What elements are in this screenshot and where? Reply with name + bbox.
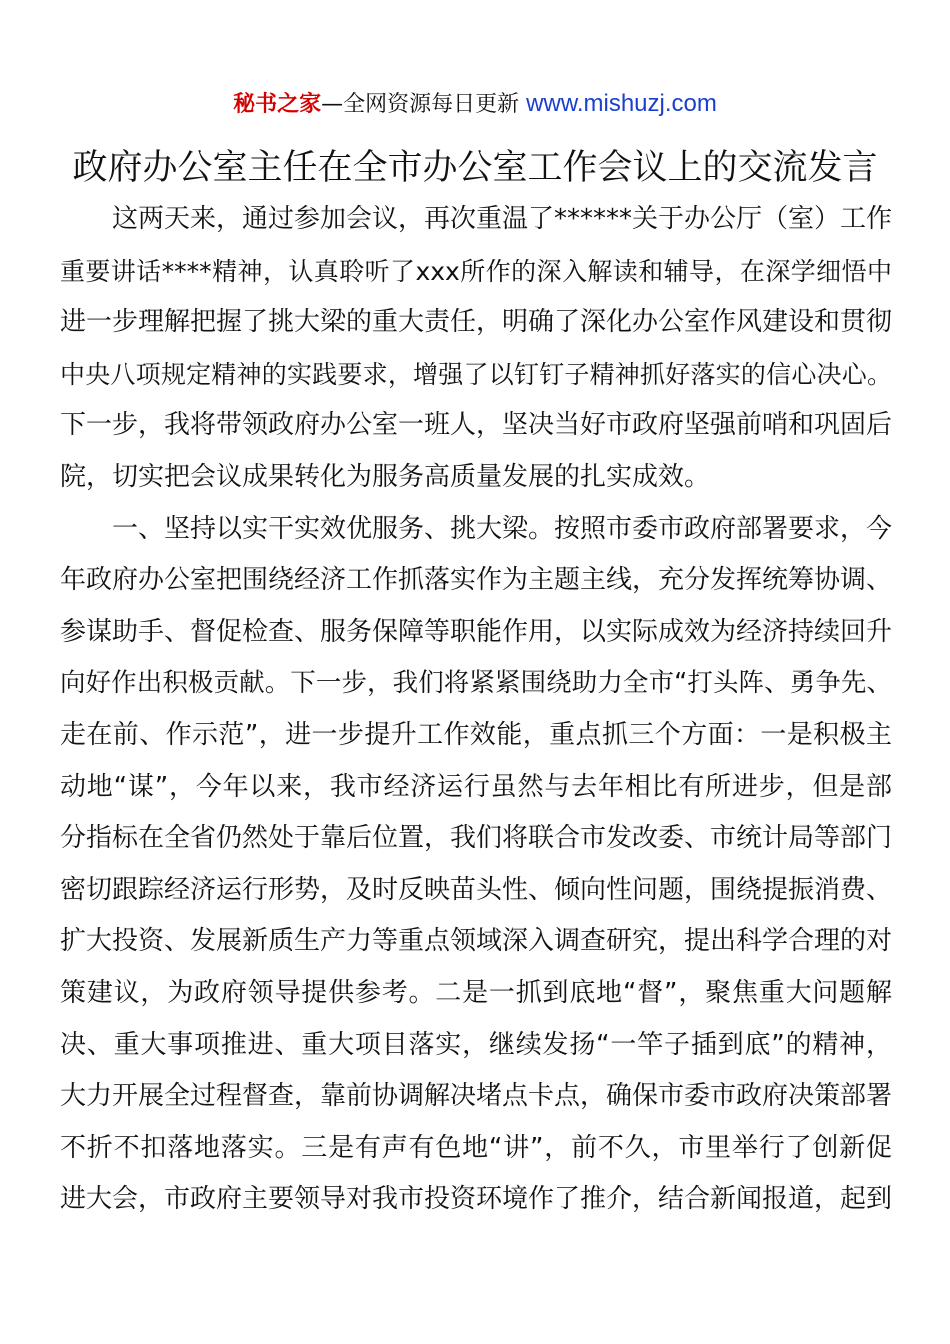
paragraph-line: 大力开展全过程督查，靠前协调解决堵点卡点，确保市委市政府决策部署	[60, 1081, 893, 1112]
paragraph-line: 院，切实把会议成果转化为服务高质量发展的扎实成效。	[60, 461, 711, 492]
paragraph-line: 策建议，为政府领导提供参考。二是一抓到底地“督”，聚焦重大问题解	[60, 977, 892, 1008]
paragraph-line: 一、坚持以实干实效优服务、挑大梁。按照市委市政府部署要求，今	[112, 513, 893, 544]
site-brand: 秘书之家	[233, 92, 322, 117]
paragraph-line: 密切跟踪经济运行形势，及时反映苗头性、倾向性问题，围绕提振消费、	[60, 874, 893, 905]
paragraph-line: 参谋助手、督促检查、服务保障等职能作用，以实际成效为经济持续回升	[60, 616, 893, 647]
paragraph-line: 下一步，我将带领政府办公室一班人，坚决当好市政府坚强前哨和巩固后	[60, 410, 893, 441]
paragraph-line: 扩大投资、发展新质生产力等重点领域深入调查研究，提出科学合理的对	[60, 926, 893, 957]
document-body	[60, 194, 892, 1226]
paragraph-line: 走在前、作示范”，进一步提升工作效能，重点抓三个方面：一是积极主	[60, 719, 892, 750]
site-url-link[interactable]: www.mishuzj.com	[526, 90, 717, 117]
paragraph-line: 重要讲话****精神，认真聆听了xxx所作的深入解读和辅导，在深学细悟中	[60, 256, 892, 286]
paragraph-line: 进一步理解把握了挑大梁的重大责任，明确了深化办公室作风建设和贯彻	[60, 307, 893, 338]
paragraph-line: 不折不扣落地落实。三是有声有色地“讲”，前不久，市里举行了创新促	[60, 1132, 892, 1163]
site-header	[0, 88, 950, 121]
paragraph-line: 向好作出积极贡献。下一步，我们将紧紧围绕助力全市“打头阵、勇争先、	[60, 668, 892, 699]
paragraph-line: 进大会，市政府主要领导对我市投资环境作了推介，结合新闻报道，起到	[60, 1184, 893, 1215]
paragraph-line: 分指标在全省仍然处于靠后位置，我们将联合市发改委、市统计局等部门	[60, 823, 893, 854]
paragraph-line: 年政府办公室把围绕经济工作抓落实作为主题主线，充分发挥统筹协调、	[60, 565, 893, 596]
paragraph-line: 中央八项规定精神的实践要求，增强了以钉钉子精神抓好落实的信心决心。	[60, 359, 892, 389]
site-tagline: —全网资源每日更新	[321, 92, 527, 117]
paragraph-line: 动地“谋”，今年以来，我市经济运行虽然与去年相比有所进步，但是部	[60, 771, 892, 802]
paragraph-line: 这两天来，通过参加会议，再次重温了******关于办公厅（室）工作	[112, 204, 893, 234]
paragraph-line: 决、重大事项推进、重大项目落实，继续发扬“一竿子插到底”的精神，	[60, 1029, 892, 1060]
document-title: 政府办公室主任在全市办公室工作会议上的交流发言	[72, 148, 878, 188]
